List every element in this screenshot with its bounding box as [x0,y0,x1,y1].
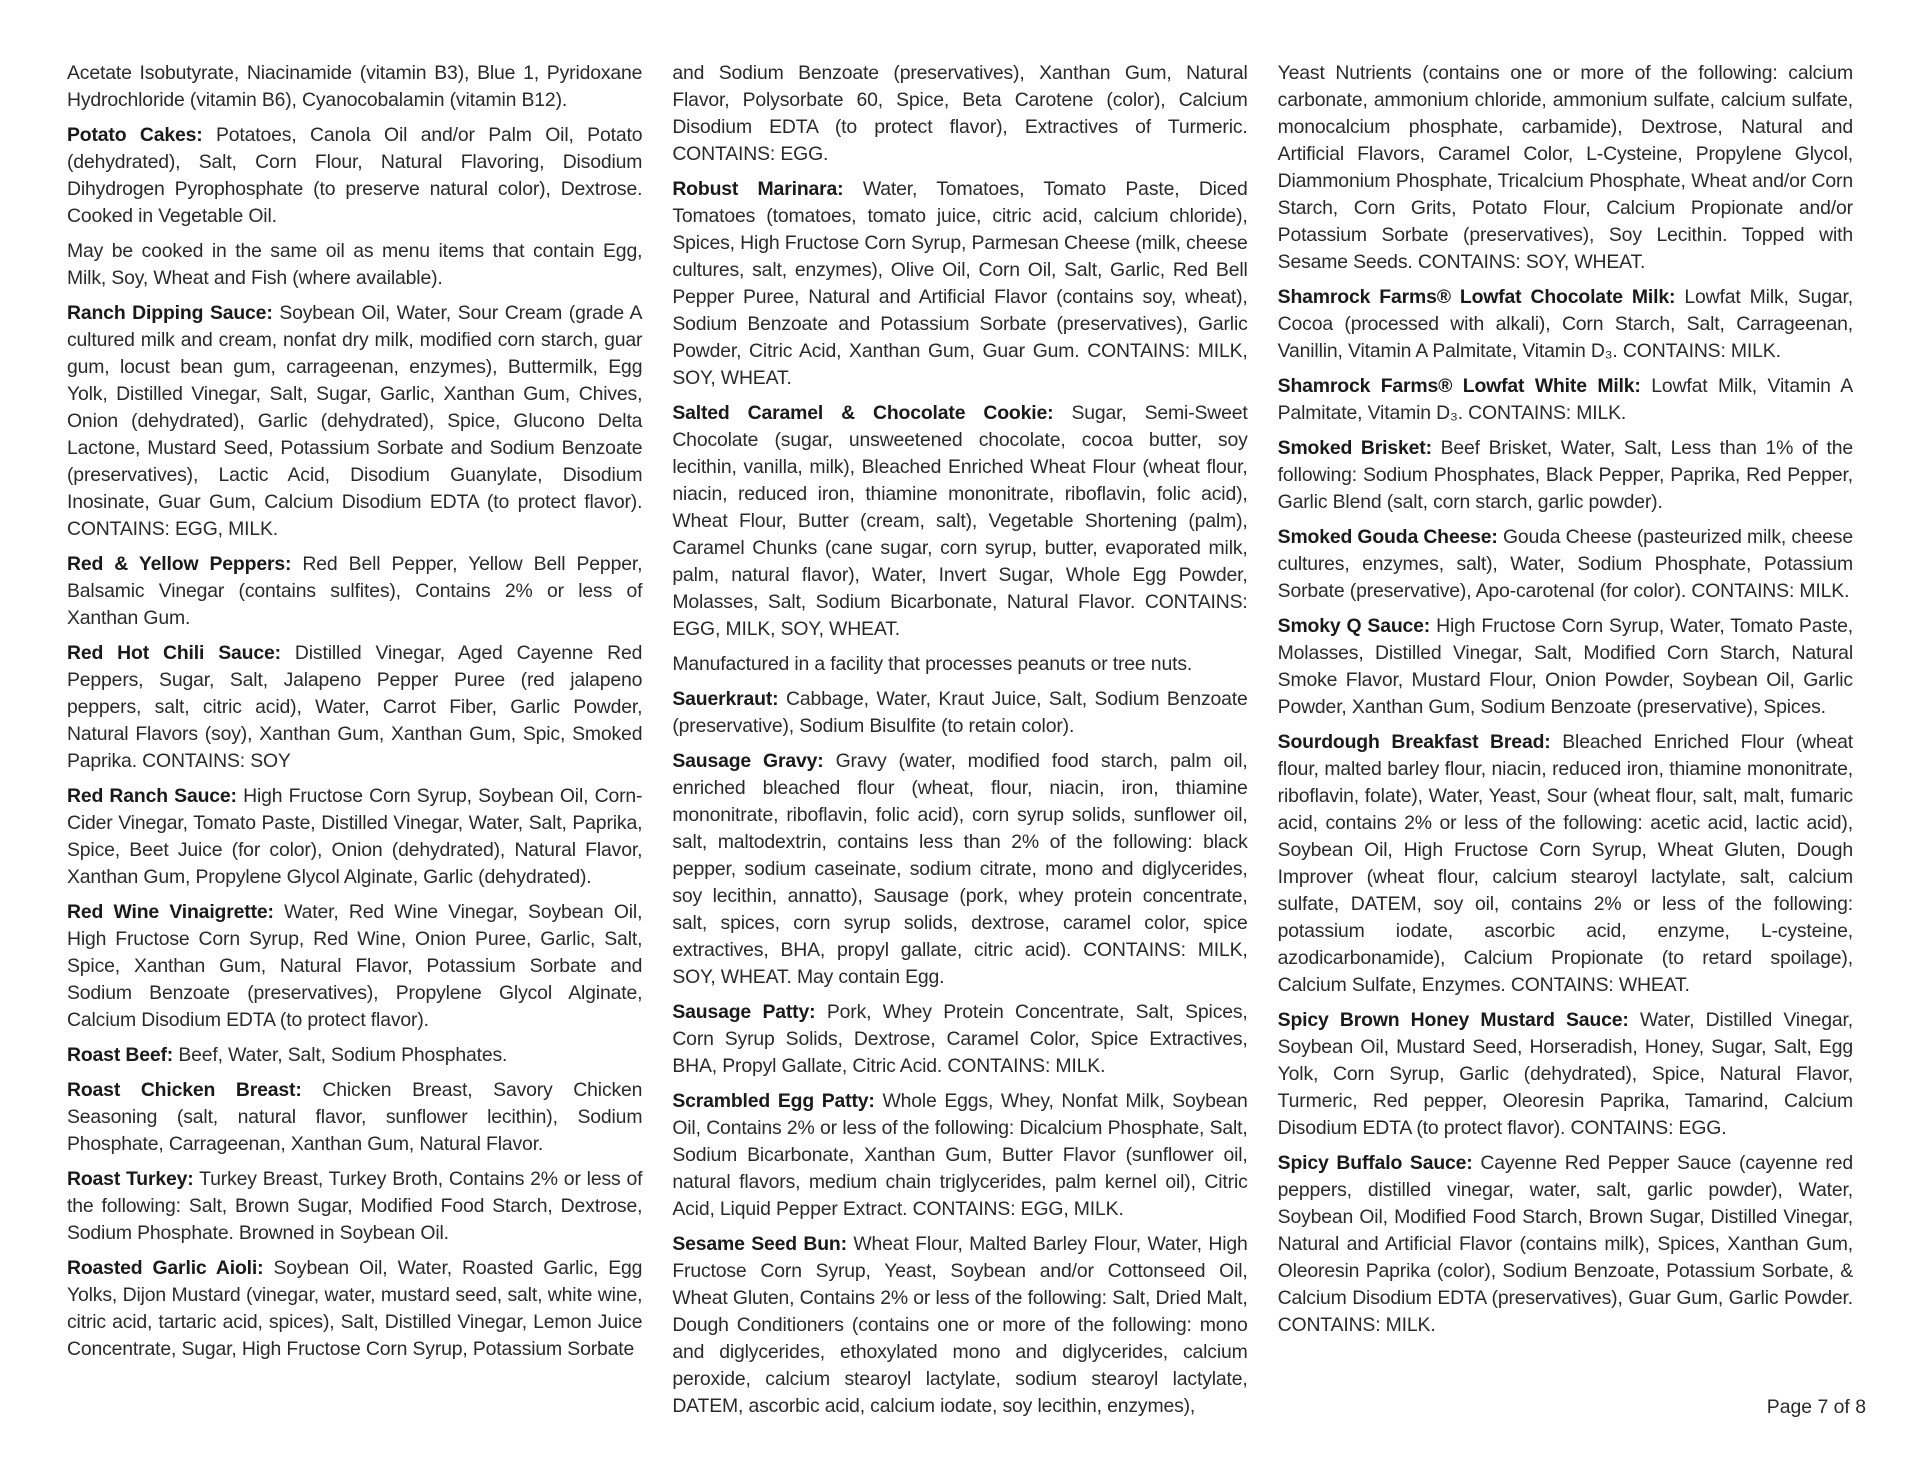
ingredient-title: Sausage Patty: [672,1001,816,1023]
ingredient-text: Water, Tomatoes, Tomato Paste, Diced Tomatoes (tomatoes, tomato juice, citric acid, calcium chloride), Spices, High Fructose Corn Syrup, Parmesan Cheese (milk, cheese cultures, salt, enzymes), Olive Oil, Corn Oil, Salt, Garlic, Red Bell Pepper Puree, Natural and Artificial Flavor (contains soy, wheat), Sodium Benzoate and Potassium Sorbate (preservatives), Garlic Powder, Citric Acid, Xanthan Gum, Guar Gum. CONTAINS: MILK, SOY, WHEAT. [672,178,1248,389]
ingredient-entry [1278,1150,1853,1339]
ingredient-text: May be cooked in the same oil as menu items that contain Egg, Milk, Soy, Wheat and Fish (where available). [67,240,643,289]
ingredient-entry [672,686,1247,740]
ingredient-entry [67,122,642,230]
ingredient-text: Wheat Flour, Malted Barley Flour, Water, High Fructose Corn Syrup, Yeast, Soybean and/or Cottonseed Oil, Wheat Gluten, Contains 2% or less of the following: Salt, Dried Malt, Dough Conditioners (contains one or more of the following: mono and diglycerides, ethoxylated mono and diglycerides, calcium peroxide, calcium stearoyl lactylate, sodium stearoyl lactylate, DATEM, ascorbic acid, calcium iodate, soy lecithin, enzymes), [672,1233,1248,1417]
ingredient-title: Shamrock Farms® Lowfat White Milk: [1277,375,1641,397]
ingredient-entry [1278,60,1853,276]
ingredient-text: Sugar, Semi-Sweet Chocolate (sugar, unsweetened chocolate, cocoa butter, soy lecithin, vanilla, milk), Bleached Enriched Wheat Flour (wheat flour, niacin, reduced iron, thiamine mononitrate, riboflavin, folic acid), Wheat Flour, Butter (cream, salt), Vegetable Shortening (palm), Caramel Chunks (cane sugar, corn syrup, butter, evaporated milk, palm, natural flavor), Water, Invert Sugar, Whole Egg Powder, Molasses, Salt, Sodium Bicarbonate, Natural Flavor. CONTAINS: EGG, MILK, SOY, WHEAT. [672,402,1248,640]
ingredient-text: Gravy (water, modified food starch, palm oil, enriched bleached flour (wheat, flour, niacin, iron, thiamine mononitrate, riboflavin, folic acid), corn syrup solids, sunflower oil, salt, maltodextrin, contains less than 2% of the following: black pepper, sodium caseinate, sodium citrate, mono and diglycerides, soy lecithin, annatto), Sausage (pork, whey protein concentrate, salt, spices, corn syrup solids, dextrose, caramel color, spice extractives, BHA, propyl gallate, citric acid). CONTAINS: MILK, SOY, WHEAT. May contain Egg. [672,750,1248,988]
ingredient-title: Sauerkraut: [672,688,779,710]
ingredient-entry [672,1231,1247,1420]
ingredient-title: Ranch Dipping Sauce: [67,302,273,324]
ingredient-title: Smoked Gouda Cheese: [1277,526,1498,548]
ingredient-title: Scrambled Egg Patty: [672,1090,875,1112]
page-number: Page 7 of 8 [1766,1396,1866,1418]
ingredient-text: Gouda Cheese (pasteurized milk, cheese cultures, enzymes, salt), Water, Sodium Phosphate, Potassium Sorbate (preservative), Apo-carotenal (for color). CONTAINS: MILK. [1277,526,1853,602]
ingredient-text: Water, Distilled Vinegar, Soybean Oil, Mustard Seed, Horseradish, Honey, Sugar, Salt, Egg Yolk, Corn Syrup, Garlic (dehydrated), Spice, Natural Flavor, Turmeric, Red pepper, Oleoresin Paprika, Tamarind, Calcium Disodium EDTA (to protect flavor). CONTAINS: EGG. [1277,1009,1853,1139]
ingredient-text: Potatoes, Canola Oil and/or Palm Oil, Potato (dehydrated), Salt, Corn Flour, Natural Flavoring, Disodium Dihydrogen Pyrophosphate (to preserve natural color), Dextrose. Cooked in Vegetable Oil. [67,124,643,227]
ingredient-title: Spicy Brown Honey Mustard Sauce: [1277,1009,1629,1031]
ingredient-entry [672,400,1247,643]
ingredient-entry [1278,613,1853,721]
column-2 [672,60,1248,1417]
ingredient-entry [67,899,642,1034]
ingredient-entry [67,1255,642,1363]
ingredient-title: Red Ranch Sauce: [67,785,237,807]
ingredient-text: Acetate Isobutyrate, Niacinamide (vitamin B3), Blue 1, Pyridoxane Hydrochloride (vitamin B6), Cyanocobalamin (vitamin B12). [67,62,643,111]
ingredient-text: High Fructose Corn Syrup, Soybean Oil, Corn-Cider Vinegar, Tomato Paste, Distilled Vinegar, Water, Salt, Paprika, Spice, Beet Juice (for color), Onion (dehydrated), Natural Flavor, Xanthan Gum, Propylene Glycol Alginate, Garlic (dehydrated). [67,785,643,888]
ingredient-text: Whole Eggs, Whey, Nonfat Milk, Soybean Oil, Contains 2% or less of the following: Dicalcium Phosphate, Salt, Sodium Bicarbonate, Xanthan Gum, Butter Flavor (sunflower oil, natural flavors, medium chain triglycerides, palm kernel oil), Citric Acid, Liquid Pepper Extract. CONTAINS: EGG, MILK. [672,1090,1248,1220]
ingredient-title: Potato Cakes: [67,124,203,146]
column-1 [67,60,643,1360]
ingredient-title: Shamrock Farms® Lowfat Chocolate Milk: [1277,286,1676,308]
ingredient-title: Red & Yellow Peppers: [67,553,292,575]
ingredient-title: Smoked Brisket: [1277,437,1432,459]
ingredient-text: Chicken Breast, Savory Chicken Seasoning (salt, natural flavor, sunflower lecithin), Sodium Phosphate, Carrageenan, Xanthan Gum, Natural Flavor. [67,1079,643,1155]
ingredient-entry [67,640,642,775]
ingredient-entry [672,176,1247,392]
ingredient-text: and Sodium Benzoate (preservatives), Xanthan Gum, Natural Flavor, Polysorbate 60, Spice, Beta Carotene (color), Calcium Disodium EDTA (to protect flavor), Extractives of Turmeric. CONTAINS: EGG. [672,62,1248,165]
ingredient-text: High Fructose Corn Syrup, Water, Tomato Paste, Molasses, Distilled Vinegar, Salt, Modified Corn Starch, Natural Smoke Flavor, Mustard Flour, Onion Powder, Soybean Oil, Garlic Powder, Xanthan Gum, Sodium Benzoate (preservative), Spices. [1277,615,1853,718]
ingredient-text: Manufactured in a facility that processes peanuts or tree nuts. [672,653,1193,675]
ingredient-entry [1278,729,1853,999]
column-3 [1278,60,1853,1350]
ingredient-text: Cabbage, Water, Kraut Juice, Salt, Sodium Benzoate (preservative), Sodium Bisulfite (to retain color). [672,688,1248,737]
ingredient-text: Cayenne Red Pepper Sauce (cayenne red peppers, distilled vinegar, water, salt, garlic powder), Water, Soybean Oil, Modified Food Starch, Brown Sugar, Distilled Vinegar, Natural and Artificial Flavor (contains milk), Spices, Xanthan Gum, Oleoresin Paprika (color), Sodium Benzoate, Potassium Sorbate, & Calcium Disodium EDTA (preservatives), Guar Gum, Garlic Powder. CONTAINS: MILK. [1277,1152,1853,1336]
ingredient-entry [1278,524,1853,605]
ingredient-title: Red Hot Chili Sauce: [67,642,281,664]
ingredient-entry [67,783,642,891]
ingredient-entry [1278,284,1853,365]
ingredient-entry [67,1077,642,1158]
ingredient-title: Sausage Gravy: [672,750,824,772]
ingredient-title: Spicy Buffalo Sauce: [1277,1152,1473,1174]
ingredient-title: Salted Caramel & Chocolate Cookie: [672,402,1054,424]
ingredient-text: Beef Brisket, Water, Salt, Less than 1% of the following: Sodium Phosphates, Black Pepper, Paprika, Red Pepper, Garlic Blend (salt, corn starch, garlic powder). [1277,437,1853,513]
ingredient-entry [672,748,1247,991]
ingredient-text: Beef, Water, Salt, Sodium Phosphates. [178,1044,508,1066]
ingredient-title: Roasted Garlic Aioli: [67,1257,264,1279]
ingredient-entry [67,238,642,292]
ingredient-title: Roast Turkey: [67,1168,194,1190]
ingredient-text: Water, Red Wine Vinegar, Soybean Oil, High Fructose Corn Syrup, Red Wine, Onion Puree, Garlic, Salt, Spice, Xanthan Gum, Natural Flavor, Potassium Sorbate and Sodium Benzoate (preservatives), Propylene Glycol Alginate, Calcium Disodium EDTA (to protect flavor). [67,901,643,1031]
ingredient-title: Sesame Seed Bun: [672,1233,847,1255]
ingredient-entry [67,60,642,114]
ingredient-title: Roast Chicken Breast: [67,1079,302,1101]
ingredient-title: Sourdough Breakfast Bread: [1277,731,1551,753]
ingredient-entry [672,1088,1247,1223]
ingredient-title: Roast Beef: [67,1044,174,1066]
ingredient-text: Soybean Oil, Water, Sour Cream (grade A cultured milk and cream, nonfat dry milk, modified corn starch, guar gum, locust bean gum, carrageenan, enzymes), Buttermilk, Egg Yolk, Distilled Vinegar, Salt, Sugar, Garlic, Xanthan Gum, Chives, Onion (dehydrated), Garlic (dehydrated), Spice, Glucono Delta Lactone, Mustard Seed, Potassium Sorbate and Sodium Benzoate (preservatives), Lactic Acid, Disodium Guanylate, Disodium Inosinate, Guar Gum, Calcium Disodium EDTA (to protect flavor). CONTAINS: EGG, MILK. [67,302,643,540]
ingredient-entry [67,300,642,543]
ingredient-entry [672,999,1247,1080]
ingredient-entry [1278,435,1853,516]
ingredient-entry [1278,373,1853,427]
ingredient-entry [672,651,1247,678]
ingredient-entry [672,60,1247,168]
ingredient-text: Soybean Oil, Water, Roasted Garlic, Egg Yolks, Dijon Mustard (vinegar, water, mustard seed, salt, white wine, citric acid, tartaric acid, spices), Salt, Distilled Vinegar, Lemon Juice Concentrate, Sugar, High Fructose Corn Syrup, Potassium Sorbate [67,1257,643,1360]
ingredient-text: Turkey Breast, Turkey Broth, Contains 2% or less of the following: Salt, Brown Sugar, Modified Food Starch, Dextrose, Sodium Phosphate. Browned in Soybean Oil. [67,1168,643,1244]
ingredient-text: Red Bell Pepper, Yellow Bell Pepper, Balsamic Vinegar (contains sulfites), Contains 2% or less of Xanthan Gum. [67,553,643,629]
ingredient-text: Bleached Enriched Flour (wheat flour, malted barley flour, niacin, reduced iron, thiamine mononitrate, riboflavin, folate), Water, Yeast, Sour (wheat flour, salt, malt, fumaric acid, contains 2% or less of the following: acetic acid, lactic acid), Soybean Oil, High Fructose Corn Syrup, Wheat Gluten, Dough Improver (wheat flour, calcium stearoyl lactylate, salt, calcium sulfate, DATEM, soy oil, contains 2% or less of the following: potassium iodate, ascorbic acid, enzyme, L-cysteine, azodicarbonamide), Calcium Propionate (to retard spoilage), Calcium Sulfate, Enzymes. CONTAINS: WHEAT. [1277,731,1853,996]
ingredient-entry [1278,1007,1853,1142]
ingredient-text: Lowfat Milk, Sugar, Cocoa (processed with alkali), Corn Starch, Salt, Carrageenan, Vanillin, Vitamin A Palmitate, Vitamin D₃. CONTAINS: MILK. [1277,286,1853,362]
ingredient-text: Yeast Nutrients (contains one or more of the following: calcium carbonate, ammonium chloride, ammonium sulfate, calcium sulfate, monocalcium phosphate, carbamide), Dextrose, Natural and Artificial Flavors, Caramel Color, L-Cysteine, Propylene Glycol, Diammonium Phosphate, Tricalcium Phosphate, Wheat and/or Corn Starch, Corn Grits, Potato Flour, Calcium Propionate and/or Potassium Sorbate (preservatives), Soy Lecithin. Topped with Sesame Seeds. CONTAINS: SOY, WHEAT. [1277,62,1853,273]
ingredient-title: Robust Marinara: [672,178,844,200]
ingredient-entry [67,551,642,632]
ingredient-text: Pork, Whey Protein Concentrate, Salt, Spices, Corn Syrup Solids, Dextrose, Caramel Color, Spice Extractives, BHA, Propyl Gallate, Citric Acid. CONTAINS: MILK. [672,1001,1248,1077]
ingredient-title: Red Wine Vinaigrette: [67,901,274,923]
ingredient-entry [67,1042,642,1069]
ingredient-entry [67,1166,642,1247]
ingredient-title: Smoky Q Sauce: [1277,615,1431,637]
ingredient-text: Distilled Vinegar, Aged Cayenne Red Peppers, Sugar, Salt, Jalapeno Pepper Puree (red jalapeno peppers, salt, citric acid), Water, Carrot Fiber, Garlic Powder, Natural Flavors (soy), Xanthan Gum, Xanthan Gum, Spic, Smoked Paprika. CONTAINS: SOY [67,642,643,772]
ingredient-text: Lowfat Milk, Vitamin A Palmitate, Vitamin D₃. CONTAINS: MILK. [1277,375,1853,424]
